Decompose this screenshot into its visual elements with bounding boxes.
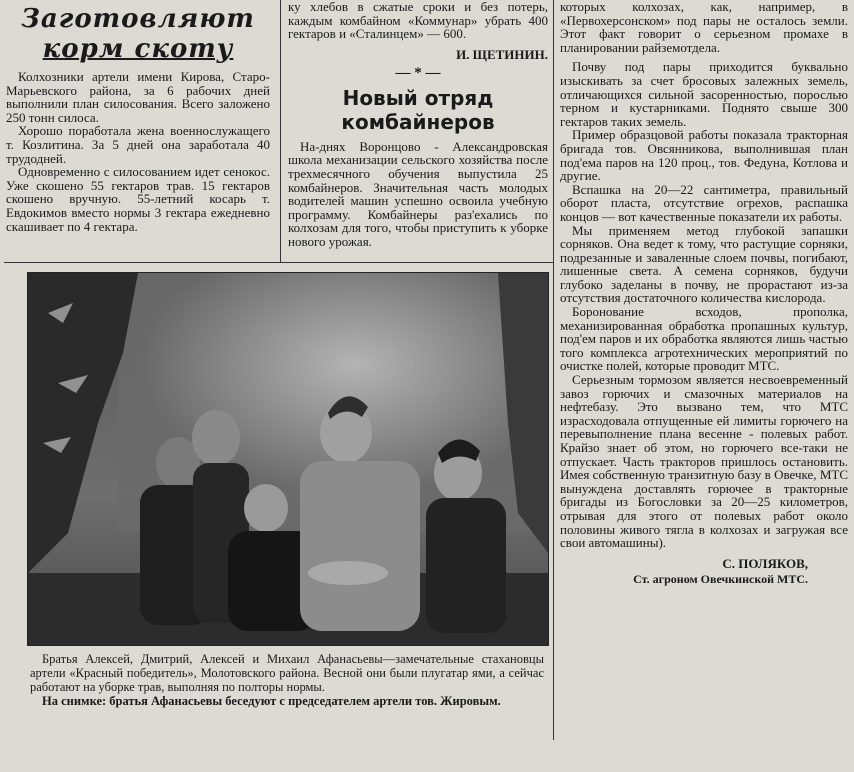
column-rule-left: [280, 0, 281, 262]
middle-body: [288, 140, 548, 249]
left-paragraph: Одновременно с силосованием идет сенокос. Уже скошено 55 гектаров трав. 15 гектаров скошено вручную. 55-летний косарь т. Евдокимов вместо нормы 3 гектара ежедневно скашивает по 4 гектара.: [6, 164, 270, 234]
middle-article: [288, 0, 548, 249]
right-top-text: [560, 0, 848, 54]
right-paragraph: Почву под пары приходится буквально изыскивать за счет бросовых залежных земель, отличающихся сильной засоренностью, порослью терном и кустарниками. Поднято свыше 300 гектаров таких земель.: [560, 59, 848, 129]
right-paragraph: Боронование всходов, прополка, механизированная обработка пропашных культур, под'ем паров и их обработка являются лишь частью того комплекса агротехнических мероприятий по очистке полей, которые проводит МТС.: [560, 304, 848, 374]
left-article: [6, 4, 270, 233]
middle-top-signature: И. ЩЕТИНИН.: [456, 46, 548, 62]
right-signature: С. ПОЛЯКОВ,: [722, 555, 808, 571]
column-rule-right: [553, 0, 554, 740]
right-article: [560, 0, 848, 587]
left-headline-line2: корм скоту: [42, 34, 234, 64]
right-body: [560, 60, 848, 549]
photo-top-rule: [4, 262, 553, 263]
right-paragraph: Серьезным тормозом является несвоевременный завоз горючих и смазочных материалов на нефтебазу. Это вызвано тем, что МТС израсходовала отпущенные ей лимиты горючего на перевыполнение плана весенне - полевых работ. Крайзо знает об этом, но горючего все-таки не отпускает. Часть тракторов пришлось остановить. Имея собственную транзитную базу в Овечке, МТС вынуждена доставлять горючее в тракторные бригады из Богословки за 20—25 километров, отрывая для этого от полевых работ около половины живого тягла в колхозах и загружая все свои автомашины).: [560, 372, 848, 551]
middle-headline: Новый отряд комбайнеров: [341, 85, 495, 134]
left-body: [6, 70, 270, 233]
left-headline-line1: Заготовляют: [21, 4, 255, 34]
middle-separator: — * —: [395, 64, 441, 81]
caption-paragraph: На снимке: братья Афанасьевы беседуют с председателем артели тов. Жировым.: [42, 694, 501, 708]
right-paragraph: Мы применяем метод глубокой запашки сорняков. Она ведет к тому, что растущие сорняки, подрезанные и заваленные слоем почвы, погибают, лишенные света. А семена сорняков, будучи глубоко заделаны в почву, не прорастают из-за отсутствия достаточного количества кислорода.: [560, 222, 848, 306]
middle-paragraph: На-днях Воронцово - Александровская школа механизации сельского хозяйства после трехмесячного обучения выпустила 25 комбайнеров. Значительная часть молодых водителей машин успешно освоила учебную программу. Комбайнеры раз'ехались по колхозам для того, чтобы приступить к уборке нового урожая.: [288, 138, 548, 249]
left-headline: [6, 4, 270, 64]
caption-paragraph: Братья Алексей, Дмитрий, Алексей и Михаил Афанасьевы—замечательные стахановцы артели «Красный победитель», Молотовского района. Весной они были плугатар ями, а сейчас работают на уборке трав, выполняя по полторы нормы.: [30, 652, 544, 694]
photo-image: [28, 273, 548, 645]
photo-caption: [30, 652, 544, 708]
right-paragraph: Пример образцовой работы показала тракторная бригада тов. Овсянникова, выполнившая план под'ема паров на 120 проц., тов. Федуна, Котлова и другие.: [560, 127, 848, 184]
right-signature-role: Ст. агроном Овечкинской МТС.: [633, 571, 808, 586]
photo: [27, 272, 549, 646]
right-top-paragraph: которых колхозах, как, например, в «Первохерсонском» под пары не осталось земли. Этот факт говорит о серьезном промахе в планировании райземотдела.: [560, 0, 848, 55]
left-paragraph: Колхозники артели имени Кирова, Старо-Марьевского района, за 6 рабочих дней выполнили план силосования. Всего заложено 250 тонн силоса.: [6, 69, 270, 125]
middle-top-paragraph: ку хлебов в сжатые сроки и без потерь, каждым комбайном «Коммунар» убрать 400 гектаров и «Сталинцем» — 600.: [288, 0, 548, 42]
left-paragraph: Хорошо поработала жена военнослужащего т. Козлитина. За 5 дней она заработала 40 трудодней.: [6, 123, 270, 166]
right-paragraph: Вспашка на 20—22 сантиметра, правильный оборот пласта, отсутствие огрехов, распашка концов — вот качественные показатели их работы.: [560, 181, 848, 224]
middle-top-text: [288, 0, 548, 41]
